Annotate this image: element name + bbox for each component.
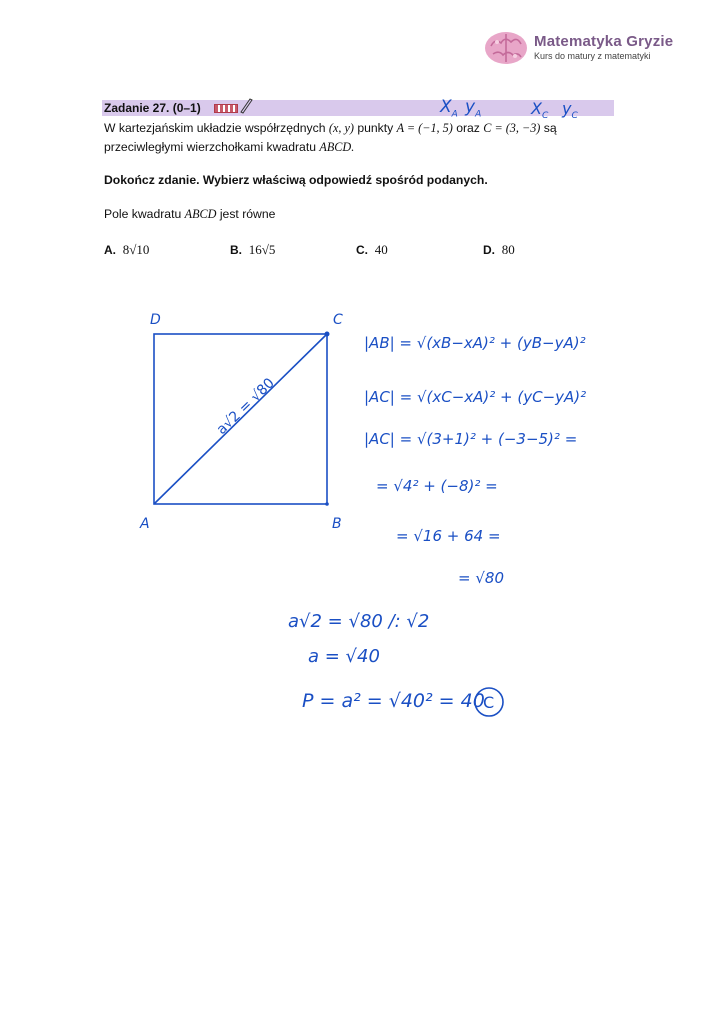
statement-line-1: W kartezjańskim układzie współrzędnych (x, y) punkty A = (−1, 5) oraz C = (3, −3) są	[104, 121, 557, 135]
option-a[interactable]: A. 8√10	[104, 242, 150, 257]
vertex-b: B	[332, 516, 342, 532]
logo-subtitle: Kurs do matury z matematyki	[534, 51, 651, 61]
vertex-c: C	[333, 312, 343, 328]
square-sketch	[130, 300, 360, 540]
solution-line-6: = √80	[458, 569, 504, 587]
points-box	[214, 104, 238, 113]
vertex-a: A	[140, 516, 150, 532]
note-xa: $X_A$	[440, 97, 458, 120]
note-yc: $y_C$	[562, 99, 578, 122]
answer-circle	[472, 685, 506, 719]
option-b[interactable]: B. 16√5	[230, 242, 276, 257]
prompt: Pole kwadratu ABCD jest równe	[104, 207, 276, 221]
note-ya: $y_A$	[465, 97, 482, 120]
solution-line-4: = √4² + (−8)² =	[376, 477, 498, 495]
solution-line-2: |AC| = √(xC−xA)² + (yC−yA)²	[364, 388, 587, 406]
diagonal-label: a√2 = √80	[213, 375, 278, 438]
solution-line-1: |AB| = √(xB−xA)² + (yB−yA)²	[364, 334, 586, 352]
solution-line-5: = √16 + 64 =	[396, 527, 501, 545]
pencil-icon	[239, 96, 253, 114]
solution-line-8: a = √40	[308, 646, 380, 667]
solution-line-7: a√2 = √80 /: √2	[288, 611, 430, 632]
vertex-d: D	[150, 312, 161, 328]
note-xc: $X_C$	[531, 99, 549, 122]
option-c[interactable]: C. 40	[356, 242, 388, 257]
answer-letter: C	[483, 693, 495, 712]
brain-icon	[483, 28, 529, 68]
task-title: Zadanie 27. (0–1)	[104, 101, 201, 115]
logo-title: Matematyka Gryzie	[534, 33, 674, 50]
option-d[interactable]: D. 80	[483, 242, 515, 257]
instruction: Dokończ zdanie. Wybierz właściwą odpowiedź spośród podanych.	[104, 173, 488, 187]
solution-line-3: |AC| = √(3+1)² + (−3−5)² =	[364, 430, 578, 448]
statement-line-2: przeciwległymi wierzchołkami kwadratu ABCD.	[104, 140, 355, 154]
solution-line-9: P = a² = √40² = 40	[302, 690, 485, 712]
